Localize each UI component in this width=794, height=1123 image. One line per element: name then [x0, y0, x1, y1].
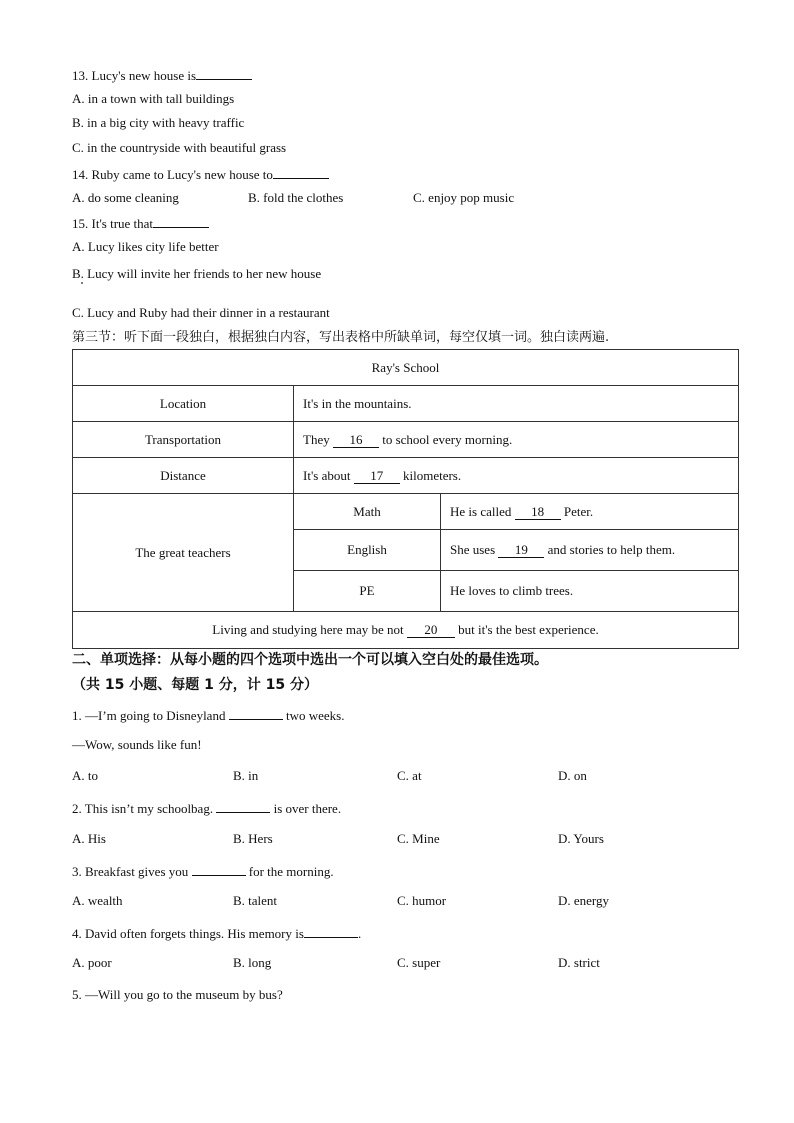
table-row — [73, 458, 739, 494]
answer-blank[interactable] — [192, 862, 246, 876]
answer-blank[interactable] — [216, 799, 270, 813]
question-13 — [72, 66, 252, 84]
mc1-option-b[interactable]: B. in — [233, 768, 259, 783]
answer-blank[interactable] — [304, 924, 358, 938]
mc2-option-d[interactable]: D. Yours — [558, 831, 604, 846]
mc-question-4: 4. David often forgets things. His memory is . — [72, 926, 362, 941]
mc4-option-b[interactable]: B. long — [233, 955, 272, 970]
location-label: Location — [73, 386, 294, 422]
table-title: Ray's School — [73, 350, 739, 386]
mc-question-5: 5. —Will you go to the museum by bus? — [72, 987, 283, 1002]
mc-question-2: 2. This isn’t my schoolbag. is over there. — [72, 801, 342, 816]
location-text: It's in the mountains. — [294, 386, 739, 422]
english-label: English — [294, 530, 441, 571]
mc2-option-a[interactable]: A. His — [72, 831, 106, 846]
stray-dot — [81, 282, 83, 284]
question-13-stem: 13. Lucy's new house is — [72, 68, 197, 83]
table-footer-row — [73, 612, 739, 649]
answer-blank[interactable] — [273, 165, 329, 179]
mc-question-1-reply: —Wow, sounds like fun! — [72, 737, 202, 752]
distance-cell: It's about 17 kilometers. — [294, 458, 739, 494]
q14-option-c[interactable]: C. enjoy pop music — [413, 190, 515, 205]
footer-cell: Living and studying here may be not 20 but it's the best experience. — [73, 612, 739, 649]
part2-subheading: （共 15 小题、每题 1 分，计 15 分） — [72, 677, 318, 693]
mc4-option-a[interactable]: A. poor — [72, 955, 112, 970]
q15-option-a[interactable]: A. Lucy likes city life better — [72, 239, 219, 254]
q14-option-a[interactable]: A. do some cleaning — [72, 190, 179, 205]
english-cell: She uses 19 and stories to help them. — [441, 530, 739, 571]
pe-text: He loves to climb trees. — [441, 571, 739, 612]
question-15 — [72, 214, 209, 232]
q14-option-b[interactable]: B. fold the clothes — [248, 190, 344, 205]
table-row — [73, 422, 739, 458]
rays-school-table — [72, 349, 739, 649]
math-cell: He is called 18 Peter. — [441, 494, 739, 530]
mc1-option-a[interactable]: A. to — [72, 768, 98, 783]
blank-19[interactable]: 19 — [498, 543, 544, 558]
mc4-option-c[interactable]: C. super — [397, 955, 441, 970]
mc2-option-c[interactable]: C. Mine — [397, 831, 440, 846]
mc-question-3: 3. Breakfast gives you for the morning. — [72, 864, 334, 879]
mc3-option-d[interactable]: D. energy — [558, 893, 610, 908]
mc-question-1: 1. —I’m going to Disneyland two weeks. — [72, 708, 345, 723]
blank-18[interactable]: 18 — [515, 505, 561, 520]
transportation-label: Transportation — [73, 422, 294, 458]
table-title-row — [73, 350, 739, 386]
pe-label: PE — [294, 571, 441, 612]
q15-option-b[interactable]: B. Lucy will invite her friends to her new house — [72, 266, 322, 281]
table-row — [73, 386, 739, 422]
table-row — [73, 494, 739, 530]
answer-blank[interactable] — [196, 66, 252, 80]
mc3-option-b[interactable]: B. talent — [233, 893, 278, 908]
section3-instruction: 第三节：听下面一段独白，根据独白内容，写出表格中所缺单词，每空仅填一词。独白读两遍. — [72, 330, 610, 345]
teachers-label: The great teachers — [73, 494, 294, 612]
q15-option-c[interactable]: C. Lucy and Ruby had their dinner in a restaurant — [72, 305, 330, 320]
question-14-stem: 14. Ruby came to Lucy's new house to — [72, 167, 273, 182]
part2-heading: 二、单项选择：从每小题的四个选项中选出一个可以填入空白处的最佳选项。 — [72, 652, 548, 668]
mc4-option-d[interactable]: D. strict — [558, 955, 600, 970]
blank-16[interactable]: 16 — [333, 433, 379, 448]
q13-option-c[interactable]: C. in the countryside with beautiful grass — [72, 140, 287, 155]
mc2-option-b[interactable]: B. Hers — [233, 831, 273, 846]
question-14 — [72, 165, 329, 183]
mc3-option-a[interactable]: A. wealth — [72, 893, 123, 908]
blank-17[interactable]: 17 — [354, 469, 400, 484]
blank-20[interactable]: 20 — [407, 623, 455, 638]
q13-option-a[interactable]: A. in a town with tall buildings — [72, 91, 235, 106]
mc1-option-c[interactable]: C. at — [397, 768, 422, 783]
distance-label: Distance — [73, 458, 294, 494]
mc3-option-c[interactable]: C. humor — [397, 893, 447, 908]
q13-option-b[interactable]: B. in a big city with heavy traffic — [72, 115, 245, 130]
math-label: Math — [294, 494, 441, 530]
mc1-option-d[interactable]: D. on — [558, 768, 587, 783]
transportation-cell: They 16 to school every morning. — [294, 422, 739, 458]
answer-blank[interactable] — [229, 706, 283, 720]
answer-blank[interactable] — [153, 214, 209, 228]
question-15-stem: 15. It's true that — [72, 216, 154, 231]
